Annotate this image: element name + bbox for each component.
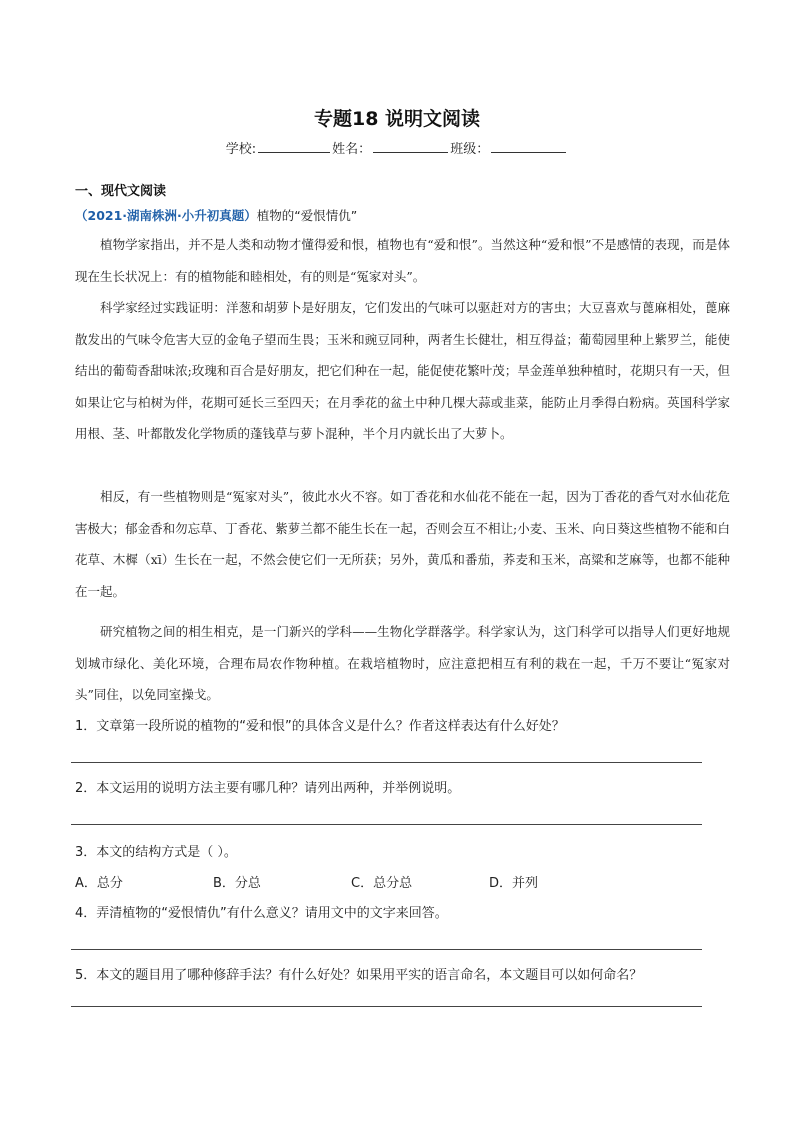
answer-line-2[interactable] [71, 824, 702, 825]
question-5: 5．本文的题目用了哪种修辞手法？有什么好处？如果用平实的语言命名，本文题目可以如何命名？ [75, 968, 643, 983]
source-tag: （2021·湖南株洲·小升初真题） [75, 208, 257, 223]
answer-line-4[interactable] [71, 949, 702, 950]
class-blank[interactable] [491, 140, 566, 153]
question-2: 2．本文运用的说明方法主要有哪几种？请列出两种，并举例说明。 [75, 781, 461, 796]
question-4: 4．弄清植物的“爱恨情仇”有什么意义？请用文中的文字来回答。 [75, 906, 448, 921]
question-3: 3．本文的结构方式是（ ）。 [75, 845, 237, 860]
option-c[interactable]: C．总分总 [351, 876, 413, 891]
article-paragraph: 植物学家指出，并不是人类和动物才懂得爱和恨，植物也有“爱和恨”。当然这种“爱和恨”不是感情的表现，而是体现在生长状况上：有的植物能和睦相处，有的则是“冤家对头”。 [75, 237, 730, 284]
school-label: 学校: [225, 142, 257, 157]
article-paragraph: 科学家经过实践证明：洋葱和胡萝卜是好朋友，它们发出的气味可以驱赶对方的害虫；大豆喜欢与蓖麻相处，蓖麻散发出的气味令危害大豆的金龟子望而生畏；玉米和豌豆同种，两者生长健壮，相互得益；葡萄园里种上紫罗兰，能使结出的葡萄香甜味浓;玫瑰和百合是好朋友，把它们种在一起，能促使花繁叶茂；旱金莲单独种植时，花期只有一天，但如果让它与柏树为伴，花期可延长三至四天；在月季花的盆土中种几棵大蒜或韭菜，能防止月季得白粉病。英国科学家用根、茎、叶都散发化学物质的蓬钱草与萝卜混种，半个月内就长出了大萝卜。 [75, 300, 730, 441]
answer-line-5[interactable] [71, 1006, 702, 1007]
page-title: 专题18 说明文阅读 [313, 108, 481, 130]
article-paragraph: 研究植物之间的相生相克，是一门新兴的学科——生物化学群落学。科学家认为，这门科学可以指导人们更好地规划城市绿化、美化环境，合理布局农作物种植。在栽培植物时，应注意把相互有利的栽在一起，千万不要让“冤家对头”同住，以免同室操戈。 [75, 624, 730, 702]
answer-line-1[interactable] [71, 762, 702, 763]
option-b[interactable]: B．分总 [213, 876, 261, 891]
school-blank[interactable] [258, 140, 330, 153]
article-paragraph: 相反，有一些植物则是“冤家对头”，彼此水火不容。如丁香花和水仙花不能在一起，因为丁香花的香气对水仙花危害极大；郁金香和勿忘草、丁香花、紫萝兰都不能生长在一起，否则会互不相让;小麦、玉米、向日葵这些植物不能和白花草、木樨（xī）生长在一起，不然会使它们一无所获；另外，黄瓜和番茄，荞麦和玉米，高粱和芝麻等，也都不能种在一起。 [75, 489, 730, 599]
name-label: 姓名： [332, 142, 372, 157]
student-info-line [0, 138, 794, 157]
section-heading: 一、现代文阅读 [75, 184, 167, 199]
question-1: 1．文章第一段所说的植物的“爱和恨”的具体含义是什么？作者这样表达有什么好处？ [75, 719, 565, 734]
name-blank[interactable] [373, 140, 448, 153]
article-title: 植物的“爱恨情仇” [256, 208, 358, 223]
class-label: 班级： [450, 142, 490, 157]
option-d[interactable]: D．并列 [489, 876, 539, 891]
option-a[interactable]: A．总分 [75, 876, 123, 891]
source-line [75, 206, 357, 224]
question-3-options [75, 872, 627, 891]
